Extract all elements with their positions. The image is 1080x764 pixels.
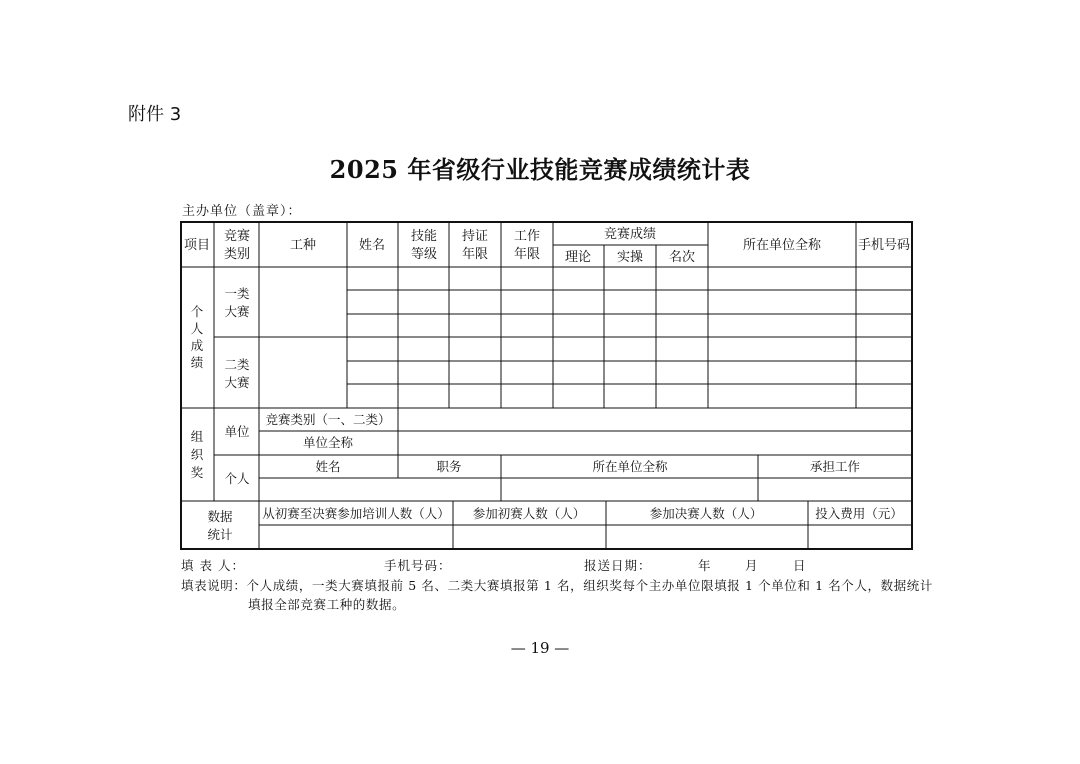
header-category-line1: 竞赛 — [223, 229, 251, 244]
header-skill-line1: 技能 — [410, 229, 438, 244]
personal-label-char: 绩 — [190, 355, 204, 370]
page-number: — 19 — — [510, 639, 570, 657]
stats-prelim-label: 参加初赛人数（人） — [472, 506, 586, 521]
footer-date: 报送日期： — [584, 558, 652, 573]
header-results: 竞赛成绩 — [603, 227, 657, 242]
org-label-char: 奖 — [190, 465, 204, 480]
header-item: 项目 — [183, 238, 211, 253]
fill-instructions-line1: 填表说明：个人成绩，一类大赛填报前 5 名、二类大赛填报第 1 名，组织奖每个主办单位限填报 1 个单位和 1 名个人，数据统计 — [181, 578, 934, 593]
header-category-line2: 类别 — [223, 247, 251, 262]
personal-label-char: 人 — [190, 321, 204, 336]
footer-phone: 手机号码： — [384, 558, 452, 573]
footer-day: 日 — [793, 558, 807, 573]
header-trade: 工种 — [289, 238, 317, 253]
class2-label-line2: 大赛 — [224, 375, 250, 390]
stats-label-line1: 数据 — [207, 509, 233, 524]
stats-cost-label: 投入费用（元） — [815, 506, 903, 521]
fill-instructions — [181, 576, 933, 614]
header-cert-line1: 持证 — [461, 229, 489, 244]
org-undertaking-label: 承担工作 — [809, 459, 861, 474]
header-practice: 实操 — [616, 250, 644, 265]
class2-label-line1: 二类 — [224, 357, 250, 372]
org-position-label: 职务 — [436, 459, 462, 474]
header-unit-full-name: 所在单位全称 — [742, 238, 822, 253]
stats-trained-label: 从初赛至决赛参加培训人数（人） — [262, 506, 450, 521]
organizer-label: 主办单位（盖章）： — [182, 204, 302, 219]
stats-final-label: 参加决赛人数（人） — [649, 506, 763, 521]
header-work-line2: 年限 — [513, 247, 541, 262]
fill-instructions-line2: 填报全部竞赛工种的数据。 — [248, 597, 406, 612]
org-category-label: 竞赛类别（一、二类） — [265, 412, 391, 427]
header-theory: 理论 — [564, 250, 592, 265]
footer-month: 月 — [745, 558, 759, 573]
table-border — [181, 222, 912, 549]
header-phone: 手机号码 — [857, 238, 911, 253]
class1-label-line2: 大赛 — [224, 304, 250, 319]
class1-label-line1: 一类 — [224, 286, 250, 301]
footer-year: 年 — [698, 558, 712, 573]
org-person-name-label: 姓名 — [315, 459, 341, 474]
org-person-label: 个人 — [224, 471, 250, 486]
stats-label-line2: 统计 — [207, 527, 233, 542]
personal-label-char: 个 — [190, 304, 204, 319]
org-label-char: 织 — [190, 447, 204, 462]
footer-filler: 填 表 人： — [181, 558, 245, 573]
org-label-char: 组 — [190, 429, 204, 444]
header-name: 姓名 — [358, 238, 386, 253]
org-unit-label: 单位 — [224, 424, 250, 439]
attachment-label: 附件 3 — [128, 104, 182, 125]
header-skill-line2: 等级 — [410, 247, 438, 262]
org-unit-full-name-label: 单位全称 — [302, 435, 354, 450]
page-title: 2025 年省级行业技能竞赛成绩统计表 — [329, 155, 751, 184]
org-person-unit-label: 所在单位全称 — [592, 459, 668, 474]
header-rank: 名次 — [668, 250, 696, 265]
header-cert-line2: 年限 — [461, 247, 489, 262]
header-work-line1: 工作 — [513, 229, 541, 244]
personal-label-char: 成 — [190, 338, 204, 353]
